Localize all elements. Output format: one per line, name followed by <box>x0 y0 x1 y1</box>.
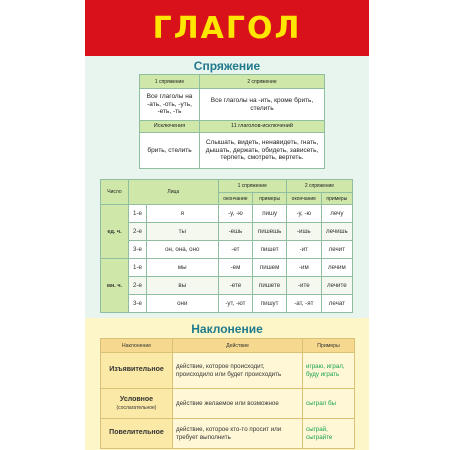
plural-label: мн. ч. <box>101 259 129 313</box>
example-cell: лечу <box>321 205 352 223</box>
table-row <box>101 277 353 295</box>
mood-examples: играю, играл, буду играть <box>303 353 355 389</box>
poster-title: ГЛАГОЛ <box>152 10 302 46</box>
pronoun-cell: он, она, оно <box>147 241 219 259</box>
rule2-cell: Все глаголы на -ить, кроме брить, стелить <box>200 89 325 121</box>
ending-cell: -ешь <box>218 223 253 241</box>
ending-cell: -ите <box>286 277 321 295</box>
ending-cell: -ишь <box>286 223 321 241</box>
rule1-cell: Все глаголы на -ать, -оть, -уть, -еть, -ть <box>140 89 200 121</box>
examples-header-1: примеры <box>253 193 287 205</box>
example-cell: лечим <box>321 259 352 277</box>
conj2-header: 2 спряжение <box>200 75 325 89</box>
table-row <box>101 419 355 449</box>
person-cell: 3-е <box>129 295 147 313</box>
example-cell: лечите <box>321 277 352 295</box>
person-cell: 1-е <box>129 259 147 277</box>
example-cell: пишете <box>253 277 287 295</box>
mood-examples: сыграй, сыграйте <box>303 419 355 449</box>
examples-header: Примеры <box>303 339 355 353</box>
example-cell: пишет <box>253 241 287 259</box>
exceptions-label: Исключения <box>140 121 200 133</box>
mood-name: Условное (сослагательное) <box>101 389 173 419</box>
singular-label: ед. ч. <box>101 205 129 259</box>
conjugation-section <box>85 56 369 318</box>
exceptions2-title: 11 глаголов-исключений <box>200 121 325 133</box>
example-cell: пишем <box>253 259 287 277</box>
mood-title: Наклонение <box>191 322 263 336</box>
endings-table <box>100 179 353 313</box>
table-row <box>101 223 353 241</box>
endings-conj1-header: 1 спряжение <box>218 180 286 193</box>
pronoun-cell: ты <box>147 223 219 241</box>
table-row <box>101 259 353 277</box>
mood-examples: сыграл бы <box>303 389 355 419</box>
mood-table <box>100 338 355 449</box>
table-row <box>101 205 353 223</box>
mood-action: действие желаемое или возможное <box>173 389 303 419</box>
conjugation-title: Спряжение <box>193 59 261 73</box>
ending-cell: -ете <box>218 277 253 295</box>
exceptions1-cell: брить, стелить <box>140 133 200 169</box>
mood-name: Повелительное <box>101 419 173 449</box>
person-cell: 1-е <box>129 205 147 223</box>
ending-cell: -ат, -ят <box>286 295 321 313</box>
conjugation-rules-table <box>139 74 325 169</box>
example-cell: пишут <box>253 295 287 313</box>
poster-header <box>85 0 369 56</box>
ending-cell: -у, -ю <box>286 205 321 223</box>
ending-cell: -ит <box>286 241 321 259</box>
ending-cell: -ем <box>218 259 253 277</box>
mood-header: Наклонение <box>101 339 173 353</box>
example-cell: пишу <box>253 205 287 223</box>
example-cell: пишешь <box>253 223 287 241</box>
ending-header-1: окончание <box>218 193 253 205</box>
mood-action: действие, которое происходит, происходило или будет происходить <box>173 353 303 389</box>
endings-conj2-header: 2 спряжение <box>286 180 352 193</box>
pronoun-cell: я <box>147 205 219 223</box>
mood-note: (сослагательное) <box>116 404 157 411</box>
example-cell: лечишь <box>321 223 352 241</box>
ending-cell: -ет <box>218 241 253 259</box>
person-cell: 2-е <box>129 223 147 241</box>
person-cell: 3-е <box>129 241 147 259</box>
table-row <box>101 295 353 313</box>
example-cell: лечит <box>321 241 352 259</box>
person-cell: 2-е <box>129 277 147 295</box>
ending-cell: -у, -ю <box>218 205 253 223</box>
mood-name: Изъявительное <box>101 353 173 389</box>
pronoun-cell: мы <box>147 259 219 277</box>
ending-header-2: окончание <box>286 193 321 205</box>
mood-action: действие, которое кто-то просит или требует выполнить <box>173 419 303 449</box>
person-header: Лица <box>129 180 219 205</box>
ending-cell: -ут, -ют <box>218 295 253 313</box>
action-header: Действие <box>173 339 303 353</box>
example-cell: лечат <box>321 295 352 313</box>
mood-section <box>85 318 369 450</box>
pronoun-cell: они <box>147 295 219 313</box>
examples-header-2: примеры <box>321 193 352 205</box>
table-row <box>101 353 355 389</box>
exceptions2-cell: Слышать, видеть, ненавидеть, гнать, дышать, держать, обидеть, зависеть, терпеть, смотреть, вертеть. <box>200 133 325 169</box>
ending-cell: -им <box>286 259 321 277</box>
table-row <box>101 389 355 419</box>
pronoun-cell: вы <box>147 277 219 295</box>
number-header: Число <box>101 180 129 205</box>
conj1-header: 1 спряжение <box>140 75 200 89</box>
grammar-poster <box>85 0 369 450</box>
table-row <box>101 241 353 259</box>
